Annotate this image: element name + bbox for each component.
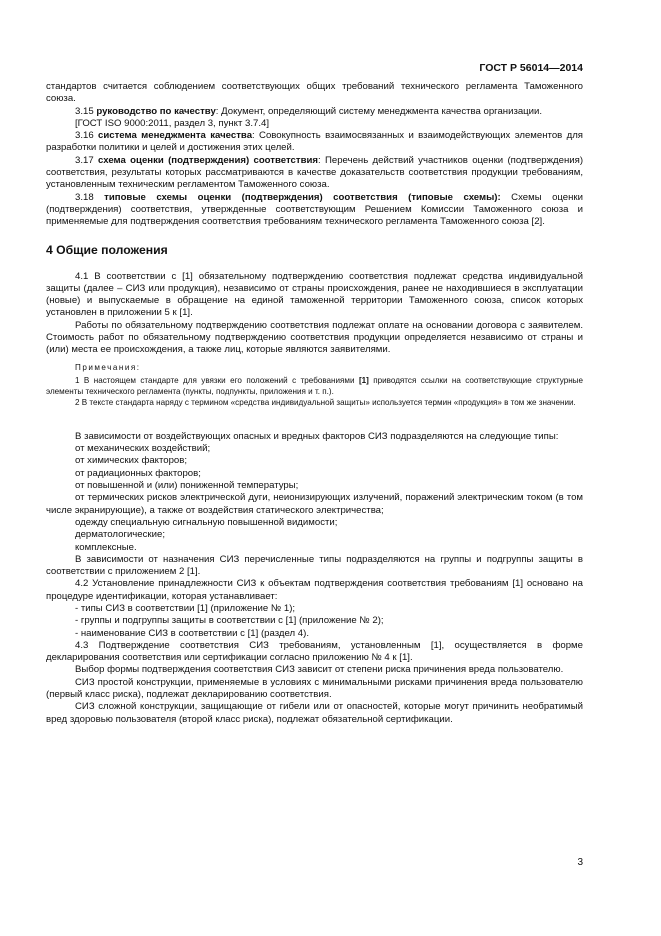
term-title: руководство по качеству <box>96 105 216 117</box>
term-3-18: 3.18 типовые схемы оценки (подтверждения) соответствия (типовые схемы): Схемы оценки (подтверждения) соответствия, утвержденные соответствующим Решением Комиссии Таможенного союза и применяемые для подтверждения соответствия требованиям технического регламента Таможенного союза [2]. <box>46 191 583 228</box>
list-item: одежду специальную сигнальную повышенной видимости; <box>75 516 338 528</box>
term-3-17: 3.17 схема оценки (подтверждения) соответствия: Перечень действий участников оценки (подтверждения) соответствия, результаты которых рассматриваются в качестве доказательств соответствия продукции требованиям, установленным техническим регламентом Таможенного союза. <box>46 154 584 191</box>
list-item: - типы СИЗ в соответствии [1] (приложение № 1); <box>75 602 296 614</box>
list-item: дерматологические; <box>75 529 165 541</box>
term-3-15: 3.15 руководство по качеству: Документ, определяющий систему менеджмента качества организации. <box>75 105 543 117</box>
paragraph: В зависимости от воздействующих опасных и вредных факторов СИЗ подразделяются на следующие типы: <box>75 430 559 442</box>
note-1: 1 В настоящем стандарте для увязки его положений с требованиями [1] приводятся ссылки на соответствующие структурные элементы технического регламента (пункты, подпункты, приложения и т. п.). <box>46 376 584 397</box>
page-body <box>46 81 583 726</box>
paragraph-4-1: 4.1 В соответствии с [1] обязательному подтверждению соответствия подлежат средства индивидуальной защиты (далее – СИЗ или продукция), независимо от страны происхождения, ранее не находившиеся в эксплуатации (новые) и выпускаемые в обращение на единой таможенной территории Таможенного союза, список которых установлен в приложении 5 к [1]. <box>46 270 583 319</box>
list-item: от химических факторов; <box>75 455 188 467</box>
term-title: типовые схемы оценки (подтверждения) соответствия (типовые схемы): <box>104 191 501 203</box>
term-title: система менеджмента качества <box>98 130 253 142</box>
paragraph-4-2: 4.2 Установление принадлежности СИЗ к объектам подтверждения соответствия требованиям [1] основано на процедуре идентификации, которая устанавливает: <box>46 578 583 602</box>
term-reference: [ГОСТ ISO 9000:2011, раздел 3, пункт 3.7.4] <box>75 117 270 129</box>
paragraph: СИЗ сложной конструкции, защищающие от гибели или от опасностей, которые могут причинить необратимый вред здоровью пользователя (второй класс риска), подлежат обязательной сертификации. <box>46 701 583 725</box>
paragraph-4-3: 4.3 Подтверждение соответствия СИЗ требованиям, установленным [1], осуществляется в форме декларирования соответствия или сертификации согласно приложению № 4 к [1]. <box>46 639 583 664</box>
page-number: 3 <box>577 857 583 868</box>
paragraph: стандартов считается соблюдением соответствующих общих требований технического регламента Таможенного союза. <box>46 81 583 105</box>
paragraph: В зависимости от назначения СИЗ перечисленные типы подразделяются на группы и подгруппы защиты в соответствии с приложением 2 [1]. <box>46 553 583 578</box>
list-item: от термических рисков электрической дуги, неионизирующих излучений, поражений электрическим током (в том числе экранирующие), а также от воздействия статического электричества; <box>46 492 583 516</box>
notes-block <box>46 363 583 409</box>
document-header: ГОСТ Р 56014—2014 <box>479 62 583 74</box>
list-item: - наименование СИЗ в соответствии с [1] (раздел 4). <box>75 627 309 639</box>
list-item: от радиационных факторов; <box>75 467 201 479</box>
paragraph: Работы по обязательному подтверждению соответствия подлежат оплате на основании договора с заявителем. Стоимость работ по обязательному подтверждению соответствия продукции определяется независимо от страны и (или) места ее происхождения, а также лиц, которые являются заявителями. <box>46 319 583 356</box>
paragraph: СИЗ простой конструкции, применяемые в условиях с минимальными рисками причинения вреда пользователю (первый класс риска), подлежат декларированию соответствия. <box>46 676 583 701</box>
list-item: - группы и подгруппы защиты в соответствии с [1] (приложение № 2); <box>75 615 384 627</box>
list-item: комплексные. <box>75 541 137 553</box>
term-title: схема оценки (подтверждения) соответствия <box>98 154 318 166</box>
list-item: от механических воздействий; <box>75 443 211 455</box>
notes-title: Примечания: <box>75 362 141 372</box>
note-2: 2 В тексте стандарта наряду с термином «средства индивидуальной защиты» используется термин «продукция» в том же значении. <box>75 398 576 408</box>
paragraph: Выбор формы подтверждения соответствия СИЗ зависит от степени риска причинения вреда пользователю. <box>75 664 564 676</box>
section-heading: 4 Общие положения <box>46 242 168 257</box>
term-3-16: 3.16 система менеджмента качества: Совокупность взаимосвязанных и взаимодействующих элементов для разработки политики и целей и достижения этих целей. <box>46 130 583 154</box>
list-item: от повышенной и (или) пониженной температуры; <box>75 480 299 492</box>
